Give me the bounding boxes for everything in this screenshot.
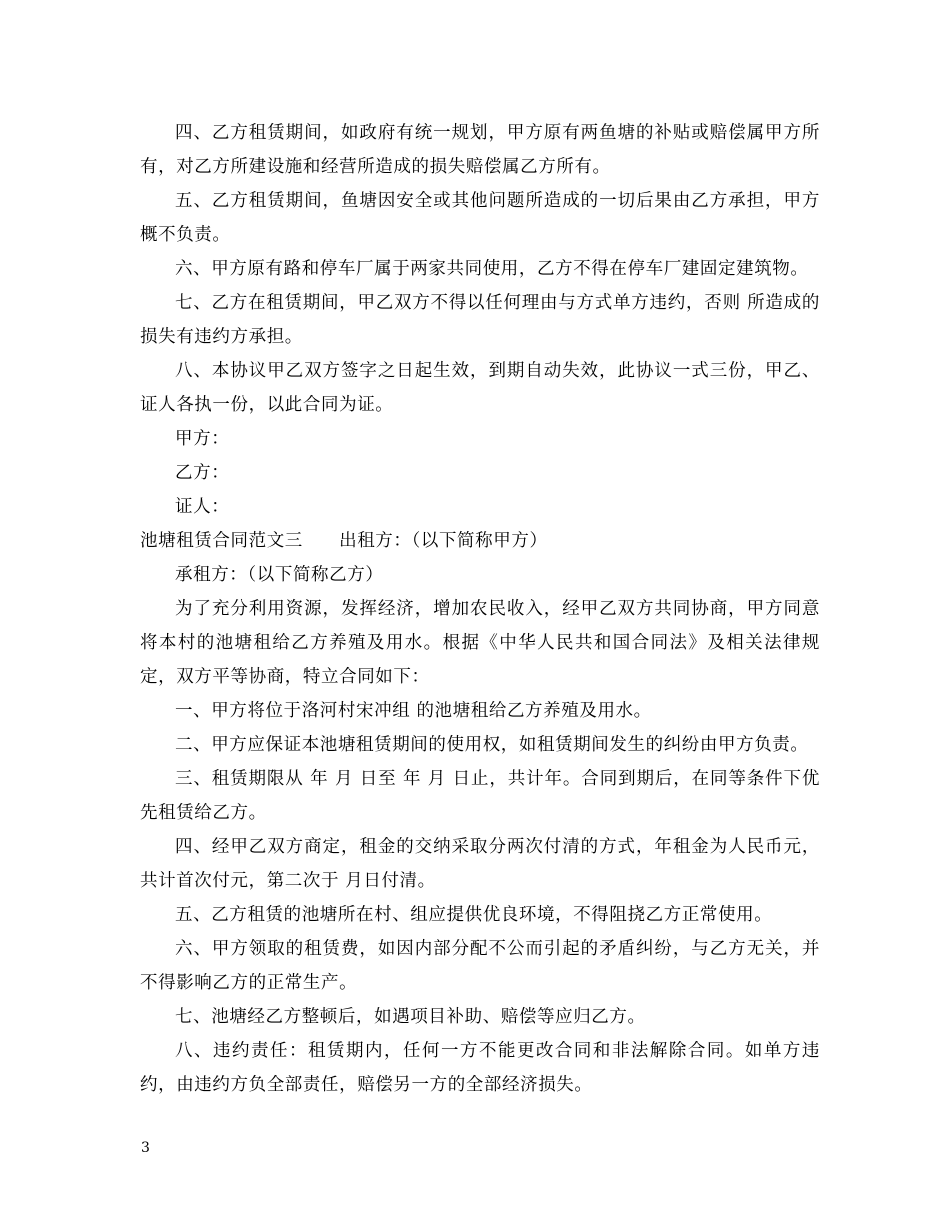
clause-paragraph: 四、乙方租赁期间，如政府有统一规划，甲方原有两鱼塘的补贴或赔偿属甲方所有，对乙方所建设施和经营所造成的损失赔偿属乙方所有。 <box>140 123 820 177</box>
clause-paragraph: 四、经甲乙双方商定，租金的交纳采取分两次付清的方式，年租金为人民币元，共计首次付元，第二次于 月日付清。 <box>140 837 820 891</box>
clause-paragraph: 一、甲方将位于洛河村宋冲组 的池塘租给乙方养殖及用水。 <box>175 701 652 721</box>
clause-paragraph: 七、池塘经乙方整顿后，如遇项目补助、赔偿等应归乙方。 <box>175 1007 646 1027</box>
preamble-paragraph: 为了充分利用资源，发挥经济，增加农民收入，经甲乙双方共同协商，甲方同意将本村的池塘租给乙方养殖及用水。根据《中华人民共和国合同法》及相关法律规定，双方平等协商，特立合同如下： <box>140 599 820 687</box>
document-body <box>140 116 820 1102</box>
clause-paragraph: 五、乙方租赁期间，鱼塘因安全或其他问题所造成的一切后果由乙方承担，甲方概不负责。 <box>140 191 820 245</box>
clause-paragraph: 五、乙方租赁的池塘所在村、组应提供优良环境，不得阻挠乙方正常使用。 <box>175 905 773 925</box>
clause-paragraph: 六、甲方领取的租赁费，如因内部分配不公而引起的矛盾纠纷，与乙方无关，并不得影响乙方的正常生产。 <box>140 939 820 993</box>
lessee-line: 承租方：（以下简称乙方） <box>175 565 384 585</box>
clause-paragraph: 二、甲方应保证本池塘租赁期间的使用权，如租赁期间发生的纠纷由甲方负责。 <box>175 735 809 755</box>
section-heading: 池塘租赁合同范文三 出租方：（以下简称甲方） <box>140 531 548 551</box>
signature-line-party-a: 甲方： <box>175 429 230 449</box>
clause-paragraph: 三、租赁期限从 年 月 日至 年 月 日止，共计年。合同到期后，在同等条件下优先租赁给乙方。 <box>140 769 820 823</box>
clause-paragraph: 七、乙方在租赁期间，甲乙双方不得以任何理由与方式单方违约，否则 所造成的损失有违约方承担。 <box>140 293 820 347</box>
signature-line-witness: 证人： <box>175 497 230 517</box>
clause-paragraph: 六、甲方原有路和停车厂属于两家共同使用，乙方不得在停车厂建固定建筑物。 <box>175 259 809 279</box>
clause-paragraph: 八、违约责任：租赁期内，任何一方不能更改合同和非法解除合同。如单方违约，由违约方负全部责任，赔偿另一方的全部经济损失。 <box>140 1041 820 1095</box>
clause-paragraph: 八、本协议甲乙双方签字之日起生效，到期自动失效，此协议一式三份，甲乙、证人各执一份，以此合同为证。 <box>140 361 820 415</box>
signature-line-party-b: 乙方： <box>175 463 230 483</box>
page-number: 3 <box>141 1140 150 1156</box>
